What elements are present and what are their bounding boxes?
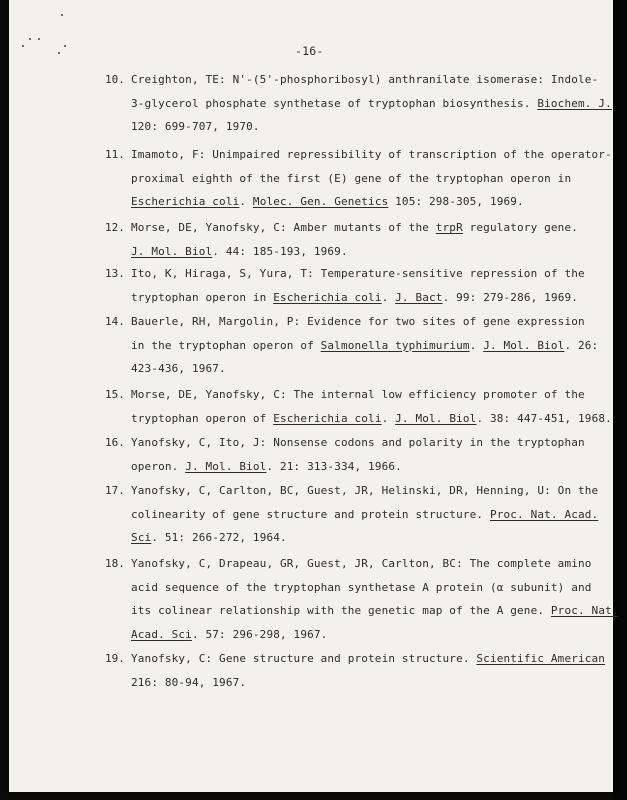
underlined-citation: Salmonella typhimurium [320,338,470,352]
reference-number: 19. [105,652,125,665]
underlined-citation: Acad. Sci [131,627,192,641]
reference-number: 14. [105,315,125,328]
reference-text-line [131,245,348,259]
underlined-citation: Escherichia coli [273,411,382,425]
reference-text-line [131,195,524,209]
reference-text: . 51: 266-272, 1964. [151,531,287,545]
reference-text-line [131,267,585,281]
reference-number: 11. [105,148,125,161]
reference-text-line [131,531,287,545]
reference-number: 18. [105,557,125,570]
underlined-citation: Escherichia coli [131,195,240,209]
reference-number: 15. [105,388,125,401]
reference-text: . 57: 296-298, 1967. [191,627,328,641]
underlined-citation: Scientific American [476,652,606,665]
reference-text: . 99: 279-286, 1969. [442,290,579,304]
reference-text-line [131,652,605,666]
reference-number: 16. [105,436,125,449]
reference-text-line [131,315,585,329]
reference-text: . [469,338,484,352]
reference-text: 105: 298-305, 1969. [388,195,524,209]
reference-list [9,0,619,792]
reference-text: tryptophan operon of [131,411,274,425]
reference-text: 423-436, 1967. [131,362,226,376]
reference-text-line [131,339,598,353]
reference-text: acid sequence of the tryptophan synthetase A protein (α subunit) and [131,580,592,594]
page-number: -16- [295,44,324,58]
reference-text-line [131,484,598,498]
reference-text: 216: 80-94, 1967. [131,675,247,689]
reference-text: Yanofsky, C, Carlton, BC, Guest, JR, Helinski, DR, Henning, U: On the [131,484,599,497]
underlined-citation: Molec. Gen. Genetics [252,195,389,209]
reference-text: regulatory gene. [462,221,578,234]
underlined-citation: J. Bact [395,290,443,304]
reference-text: Ito, K, Hiraga, S, Yura, T: Temperature-sensitive repression of the [131,267,585,280]
reference-text-line [131,97,612,111]
reference-number: 10. [105,73,125,86]
reference-text: Yanofsky, C, Ito, J: Nonsense codons and polarity in the tryptophan [131,436,585,449]
underlined-citation: Proc. Nat. Acad. [489,507,599,521]
reference-text: in the tryptophan operon of [131,338,321,352]
reference-text-line [131,412,612,426]
underlined-citation: Sci [131,531,152,545]
reference-text-line [131,581,592,595]
reference-text: . [381,290,396,304]
underlined-citation: Escherichia coli [273,290,382,304]
reference-text: tryptophan operon in [131,290,274,304]
reference-text: . [381,411,396,425]
reference-text-line [131,120,260,134]
reference-text-line [131,557,592,571]
underlined-citation: J. Mol. Biol [483,338,565,352]
reference-number: 12. [105,221,125,234]
reference-text: . 26: [564,338,599,352]
reference-text-line [131,604,619,618]
reference-text-line [131,388,585,402]
reference-text: . 21: 313-334, 1966. [266,459,402,473]
reference-text: Imamoto, F: Unimpaired repressibility of transcription of the operator- [131,148,612,161]
reference-text: Creighton, TE: N'-(5'-phosphoribosyl) anthranilate isomerase: Indole- [131,73,599,86]
reference-text-line [131,362,226,376]
underlined-citation: trpR [435,221,463,234]
reference-text-line [131,628,327,642]
underlined-citation: Biochem. J. [537,96,612,110]
reference-number: 17. [105,484,125,497]
reference-text-line [131,436,585,450]
reference-text-line [131,148,612,162]
document-page [9,0,619,792]
reference-text-line [131,291,578,305]
reference-text: proximal eighth of the first (E) gene of the tryptophan operon in [131,171,572,185]
reference-text-line [131,221,578,235]
reference-text: 3-glycerol phosphate synthetase of tryptophan biosynthesis. [131,96,538,110]
reference-text: 120: 699-707, 1970. [131,120,260,134]
reference-text: . 44: 185-193, 1969. [212,244,348,258]
underlined-citation: J. Mol. Biol [185,459,267,473]
reference-text: operon. [131,459,186,473]
reference-text-line [131,460,402,474]
underlined-citation: J. Mol. Biol [131,244,213,258]
reference-text: colinearity of gene structure and protein structure. [131,507,490,521]
reference-text-line [131,172,571,186]
reference-text: Morse, DE, Yanofsky, C: The internal low efficiency promoter of the [131,388,585,401]
reference-text-line [131,73,598,87]
reference-text: Yanofsky, C: Gene structure and protein structure. [131,652,477,665]
reference-text-line [131,676,246,690]
underlined-citation: J. Mol. Biol [395,411,477,425]
underlined-citation: Proc. Nat. [550,604,619,618]
reference-text: . 38: 447-451, 1968. [476,411,612,425]
scan-border [613,0,627,800]
reference-number: 13. [105,267,125,280]
reference-text: . [239,195,253,209]
reference-text: Yanofsky, C, Drapeau, GR, Guest, JR, Carlton, BC: The complete amino [131,557,592,570]
reference-text: its colinear relationship with the genetic map of the A gene. [131,604,551,618]
reference-text-line [131,508,598,522]
reference-text: Bauerle, RH, Margolin, P: Evidence for two sites of gene expression [131,315,585,328]
reference-text: Morse, DE, Yanofsky, C: Amber mutants of the [131,221,436,234]
